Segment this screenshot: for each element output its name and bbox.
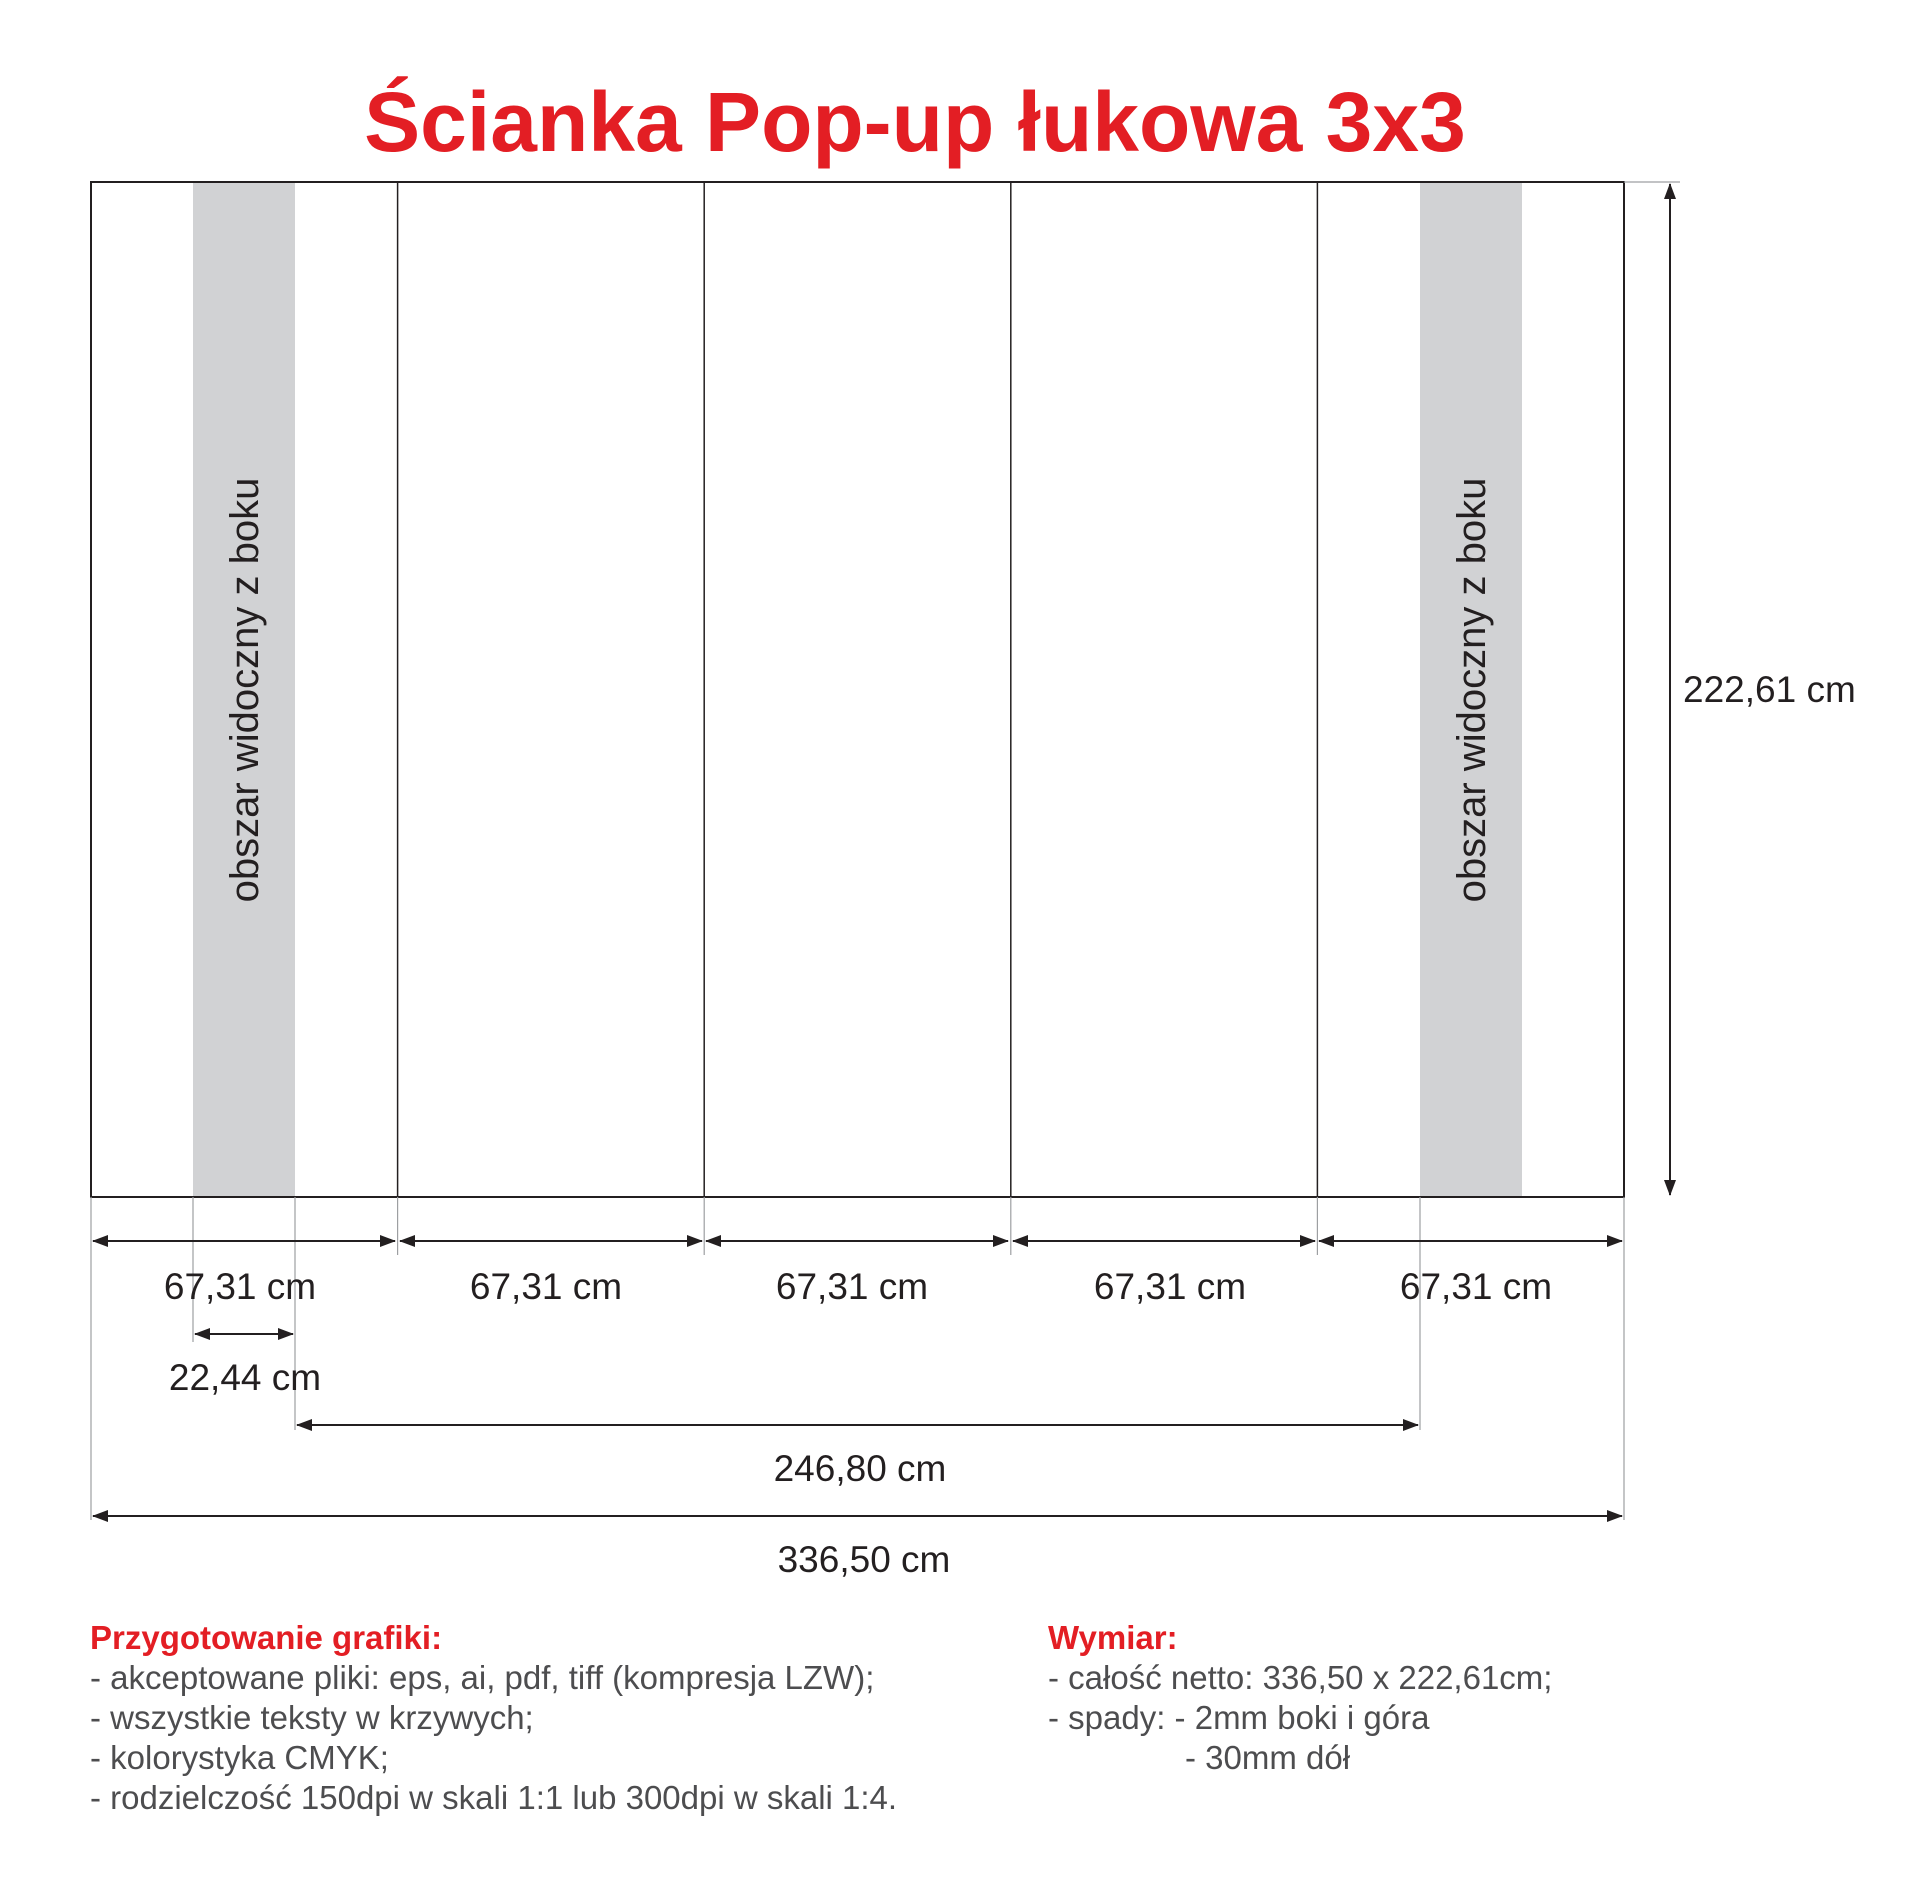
- preparation-item: - wszystkie teksty w krzywych;: [90, 1699, 534, 1736]
- panel-outline: [91, 182, 1624, 1197]
- front-visible-label: 246,80 cm: [773, 1448, 947, 1489]
- side-area-width-label: 22,44 cm: [168, 1357, 322, 1398]
- preparation-item: - kolorystyka CMYK;: [90, 1739, 389, 1776]
- preparation-item: - akceptowane pliki: eps, ai, pdf, tiff (kompresja LZW);: [90, 1659, 875, 1696]
- dimension-item: - całość netto: 336,50 x 222,61cm;: [1048, 1659, 1553, 1696]
- page-title: Ścianka Pop-up łukowa 3x3: [364, 75, 1466, 169]
- dimension-notes: [1048, 1618, 1808, 1778]
- panel-width-label: 67,31 cm: [163, 1266, 317, 1307]
- dimension-item: - 30mm dół: [1185, 1739, 1351, 1776]
- preparation-item: - rodzielczość 150dpi w skali 1:1 lub 300dpi w skali 1:4.: [90, 1779, 898, 1816]
- panel-width-label: 67,31 cm: [775, 1266, 929, 1307]
- side-area-label-right: obszar widoczny z boku: [1450, 477, 1494, 903]
- total-width-label: 336,50 cm: [777, 1539, 951, 1580]
- graphic-preparation-notes: [90, 1618, 1050, 1818]
- graphic-preparation-heading: Przygotowanie grafiki:: [90, 1619, 443, 1656]
- dimension-item: - spady: - 2mm boki i góra: [1048, 1699, 1430, 1736]
- panel-width-label: 67,31 cm: [1399, 1266, 1553, 1307]
- height-label: 222,61 cm: [1683, 669, 1856, 710]
- panel-width-label: 67,31 cm: [469, 1266, 623, 1307]
- side-area-label-left: obszar widoczny z boku: [223, 477, 267, 903]
- dimension-heading: Wymiar:: [1048, 1619, 1178, 1656]
- panel-width-label: 67,31 cm: [1093, 1266, 1247, 1307]
